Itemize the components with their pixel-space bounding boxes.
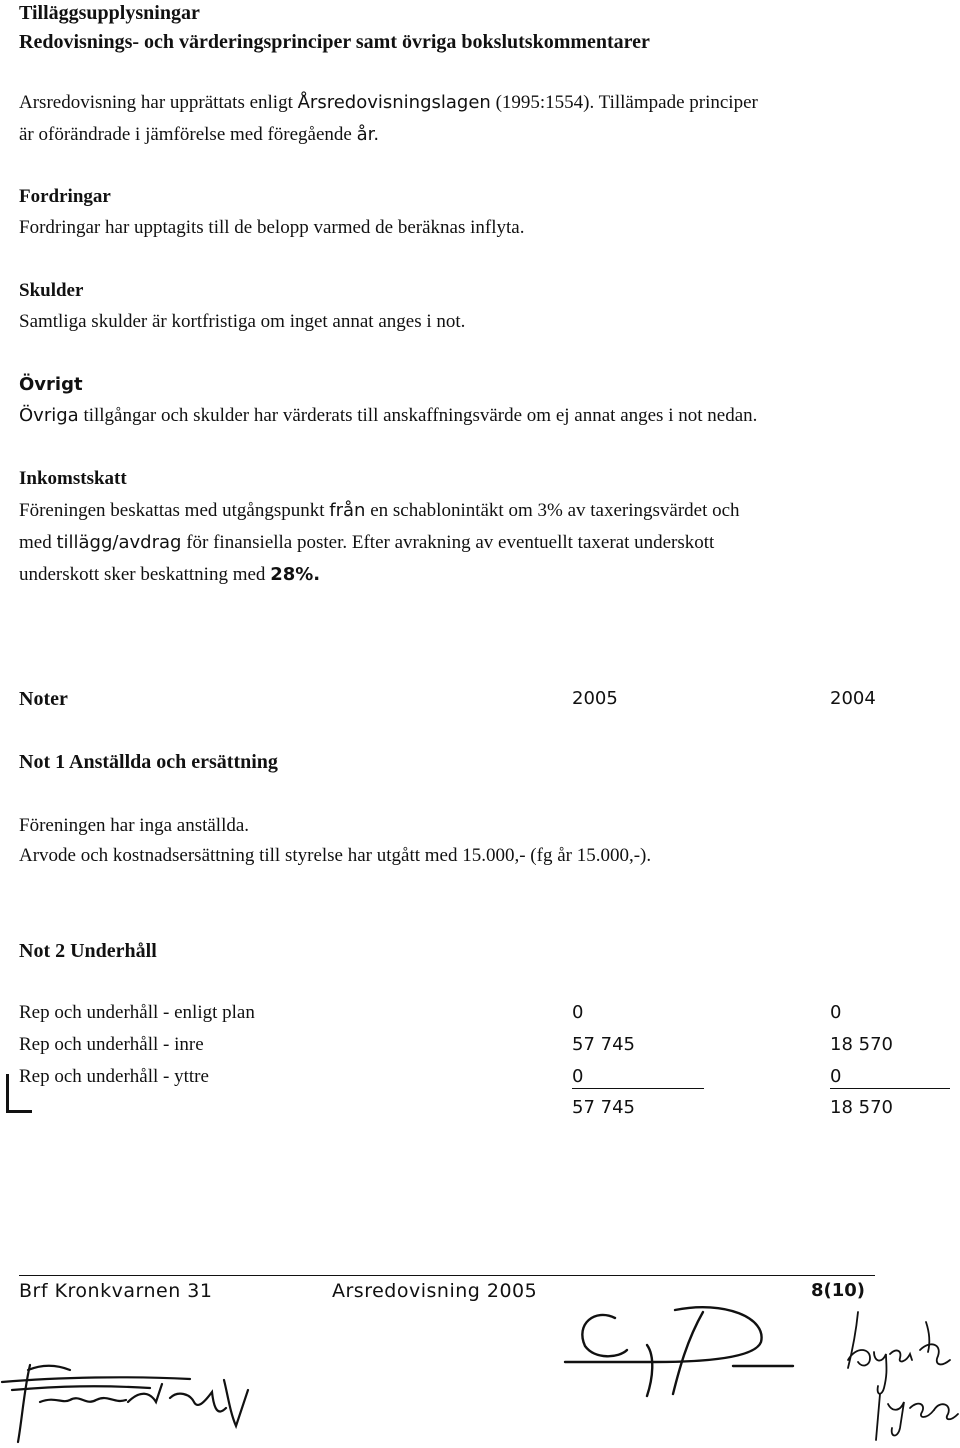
year-previous-header: 2004 bbox=[830, 688, 876, 709]
inkomstskatt-text: en schablonintäkt om 3% av taxeringsvärdet och bbox=[365, 500, 740, 521]
inkomstskatt-text: med bbox=[19, 532, 57, 553]
intro-year-word: år. bbox=[356, 124, 380, 145]
tax-rate: 28%. bbox=[270, 564, 321, 585]
footer-doc: Arsredovisning 2005 bbox=[332, 1280, 538, 1302]
note-2-title: Not 2 Underhåll bbox=[19, 940, 157, 962]
total-current: 57 745 bbox=[572, 1097, 635, 1118]
ovrigt-lead-word: Övriga bbox=[19, 405, 79, 426]
year-current-header: 2005 bbox=[572, 688, 618, 709]
footer-divider bbox=[19, 1275, 875, 1276]
sum-rule-current bbox=[572, 1088, 704, 1089]
table-row-label: Rep och underhåll - inre bbox=[19, 1034, 204, 1055]
noter-heading: Noter bbox=[19, 688, 68, 710]
table-row-current: 0 bbox=[572, 1002, 584, 1023]
inkomstskatt-text: Föreningen beskattas med utgångspunkt bbox=[19, 500, 330, 521]
inkomstskatt-text: underskott sker beskattning med bbox=[19, 564, 271, 585]
corner-mark-vertical bbox=[6, 1074, 9, 1112]
section-text-fordringar: Fordringar har upptagits till de belopp varmed de beräknas inflyta. bbox=[19, 217, 525, 238]
intro-line-2 bbox=[19, 124, 379, 146]
table-row-previous: 18 570 bbox=[830, 1034, 893, 1055]
inkomstskatt-word: från bbox=[329, 500, 366, 521]
inkomstskatt-line-3 bbox=[19, 564, 320, 586]
intro-law-name: Årsredovisningslagen bbox=[297, 92, 491, 113]
signature-right bbox=[830, 1300, 960, 1448]
inkomstskatt-line-2 bbox=[19, 532, 714, 554]
inkomstskatt-text: för finansiella poster. Efter avrakning av eventuellt taxerat underskott bbox=[181, 532, 715, 553]
corner-mark-horizontal bbox=[6, 1110, 32, 1113]
table-row-previous: 0 bbox=[830, 1002, 842, 1023]
page-subtitle: Redovisnings- och värderingsprinciper samt övriga bokslutskommentarer bbox=[19, 31, 650, 53]
sum-rule-previous bbox=[830, 1088, 950, 1089]
note-1-title: Not 1 Anställda och ersättning bbox=[19, 751, 278, 773]
total-previous: 18 570 bbox=[830, 1097, 893, 1118]
section-text-skulder: Samtliga skulder är kortfristiga om inget annat anges i not. bbox=[19, 311, 466, 332]
section-text-ovrigt bbox=[19, 405, 757, 427]
intro-line-1 bbox=[19, 92, 758, 114]
table-row-current: 57 745 bbox=[572, 1034, 635, 1055]
table-row-label: Rep och underhåll - yttre bbox=[19, 1066, 209, 1087]
intro-text: (1995:1554). Tillämpade principer bbox=[490, 92, 758, 113]
intro-text: Arsredovisning har upprättats enligt bbox=[19, 92, 298, 113]
section-heading-fordringar: Fordringar bbox=[19, 186, 111, 207]
note-1-line-1: Föreningen har inga anställda. bbox=[19, 815, 250, 836]
intro-text: är oförändrade i jämförelse med föregående bbox=[19, 124, 357, 145]
section-heading-skulder: Skulder bbox=[19, 280, 84, 301]
signature-middle bbox=[555, 1300, 815, 1405]
note-1-line-2: Arvode och kostnadsersättning till styrelse har utgått med 15.000,- (fg år 15.000,-). bbox=[19, 845, 652, 866]
page-title: Tilläggsupplysningar bbox=[19, 2, 200, 24]
ovrigt-text: tillgångar och skulder har värderats till anskaffningsvärde om ej annat anges i not nedan. bbox=[78, 405, 758, 426]
table-row-current: 0 bbox=[572, 1066, 584, 1087]
table-row-previous: 0 bbox=[830, 1066, 842, 1087]
signature-left bbox=[0, 1330, 300, 1448]
section-heading-inkomstskatt: Inkomstskatt bbox=[19, 468, 127, 489]
footer-org: Brf Kronkvarnen 31 bbox=[19, 1280, 213, 1302]
footer-page-number: 8(10) bbox=[811, 1280, 866, 1301]
section-heading-ovrigt: Övrigt bbox=[19, 374, 83, 395]
inkomstskatt-word: tillägg/avdrag bbox=[56, 532, 182, 553]
inkomstskatt-line-1 bbox=[19, 500, 740, 522]
table-row-label: Rep och underhåll - enligt plan bbox=[19, 1002, 255, 1023]
